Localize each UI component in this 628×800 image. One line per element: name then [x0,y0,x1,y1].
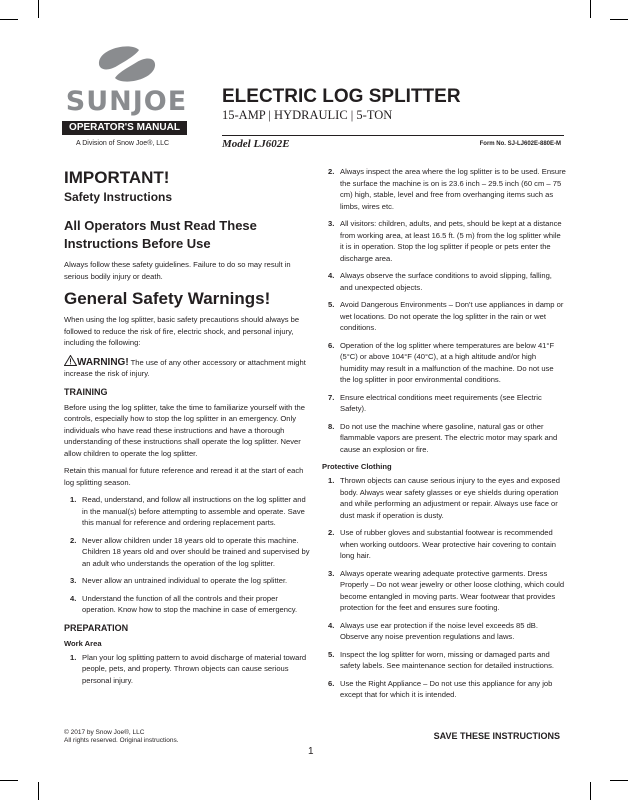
list-number: 7. [328,392,335,402]
list-item [64,575,310,587]
list-number: 3. [328,568,335,578]
list-number: 1. [70,495,77,504]
brand-logo [64,44,189,118]
list-number: 2. [328,167,335,176]
page-number: 1 [308,746,314,757]
list-text: Do not use the machine where gasoline, natural gas or other flammable vapors are present. The electric motor may spark and cause an explosion or fire. [340,421,558,454]
list-number: 6. [328,678,335,688]
list-number: 3. [328,219,335,228]
list-item [322,527,566,562]
crop-mark [610,19,628,20]
crop-mark [610,780,628,781]
list-number: 1. [328,476,335,485]
list-number: 8. [328,421,335,431]
crop-mark [590,0,591,18]
list-number: 4. [70,593,77,603]
training-paragraph: Before using the log splitter, take the time to familiarize yourself with the controls, especially how to stop the log splitter in an emergency. Only individuals who have read these instructions and have a thorough understanding of these instructions shall operate the log splitter. Never allow children to operate the log splitter. [64,402,306,458]
safety-instructions-heading: Safety Instructions [64,190,173,204]
left-column [64,168,310,692]
list-text: Understand the function of all the controls and their proper operation. Know how to stop the machine in case of emergency. [82,593,298,614]
list-item [322,475,566,521]
crop-mark [590,782,591,800]
sunjoe-swirl-logo [91,44,163,84]
preparation-heading: PREPARATION [64,622,129,633]
list-item [322,421,566,456]
list-text: Never allow children under 18 years old to operate this machine. Children 18 years old and over should be trained and supervised by an adult who understands the operation of the log splitter. [82,535,310,568]
list-text: Avoid Dangerous Environments – Don't use appliances in damp or wet locations. Do not operate the log splitter in the rain or wet conditions. [340,300,564,332]
copyright-line: © 2017 by Snow Joe®, LLC [64,729,145,736]
crop-mark [0,19,18,20]
list-number: 5. [328,300,335,309]
list-number: 2. [328,528,335,537]
manual-label: OPERATOR'S MANUAL [62,121,187,135]
list-number: 4. [328,271,335,280]
copyright [64,729,179,745]
list-item [322,270,566,293]
page-title: ELECTRIC LOG SPLITTER [222,86,461,107]
work-area-list-continued [322,166,566,455]
list-number: 4. [328,620,335,630]
list-number: 6. [328,340,335,350]
list-item [64,652,310,687]
warning-label: WARNING! [77,356,129,368]
list-number: 5. [328,649,335,659]
list-number: 1. [70,652,77,662]
list-item [64,593,310,616]
general-paragraph: When using the log splitter, basic safety precautions should always be followed to reduce the risk of fire, electric shock, and personal injury, including the following: [64,315,300,347]
list-text: Use the Right Appliance – Do not use this appliance for any job except that for which it is intended. [340,678,553,699]
important-heading: IMPORTANT! [64,168,170,187]
list-text: Read, understand, and follow all instructions on the log splitter and in the manual(s) before attempting to assemble and operate. Save this manual for reference and ordering replacement parts. [82,495,306,527]
training-list [64,494,310,616]
list-text: Always observe the surface conditions to avoid slipping, falling, and unexpected objects. [340,271,552,292]
list-text: Thrown objects can cause serious injury to the eyes and exposed body. Always wear safety glasses or eye shields during operation and while performing an adjustment or repair. Always use face or dust mask if operation is dusty. [340,476,560,520]
page-subtitle: 15-AMP | HYDRAULIC | 5-TON [222,108,393,122]
intro-paragraph: Always follow these safety guidelines. Failure to do so may result in serious bodily injury or death. [64,260,291,281]
brand-wordmark: SUNJOE [65,86,188,117]
list-number: 3. [70,576,77,585]
list-item [322,392,566,415]
copyright-line: All rights reserved. Original instructions. [64,737,179,744]
list-number: 2. [70,535,77,545]
list-item [322,649,566,672]
list-text: Ensure electrical conditions meet requirements (see Electric Safety). [340,392,542,413]
list-text: Operation of the log splitter where temperatures are below 41°F (5°C) or above 104°F (40°C), at a high altitude and/or high humidity may result in a malfunction of the machine. Do not use the log splitter in poor environmental conditions. [340,340,555,384]
warning-paragraph [64,355,310,380]
list-item [322,299,566,334]
list-text: Always operate wearing adequate protective garments. Dress Properly – Do not wear jewelry or other loose clothing, which could become entangled in moving parts. Wear footwear that provides protection for the feet and ensures sure footing. [340,568,565,612]
warning-text: The use of any other accessory or attachment might increase the risk of injury. [64,357,306,378]
list-item [322,340,566,386]
general-warnings-heading: General Safety Warnings! [64,289,271,308]
list-text: All visitors: children, adults, and pets, should be kept at a distance from working area, at least 16.5 ft. (5 m) from the log splitter while it is in operation. Stop the log splitter if people or pets enter the discharge area. [340,219,562,263]
work-area-heading: Work Area [64,638,102,648]
list-text: Inspect the log splitter for worn, missing or damaged parts and safety labels. See maintenance section for detailed instructions. [340,649,555,670]
crop-mark [38,0,39,18]
training-heading: TRAINING [64,386,108,397]
list-text: Use of rubber gloves and substantial footwear is recommended when working outdoors. Wear protective hair covering to contain long hair. [340,528,556,560]
division-text: A Division of Snow Joe®, LLC [76,140,170,147]
list-text: Always inspect the area where the log splitter is to be used. Ensure the surface the machine is on is 23.6 inch – 29.5 inch (60 cm – 75 cm) high, stable, level and free from overhanging items such as limbs, wires etc. [340,167,566,211]
list-text: Never allow an untrained individual to operate the log splitter. [82,576,288,585]
training-paragraph: Retain this manual for future reference and reread it at the start of each log splitting season. [64,466,304,487]
list-item [322,678,566,701]
list-item [322,620,566,643]
list-text: Always use ear protection if the noise level exceeds 85 dB. Observe any noise prevention regulations and laws. [340,620,538,641]
list-item [322,218,566,264]
list-text: Plan your log splitting pattern to avoid discharge of material toward people, pets, and property. Thrown objects can cause serious personal injury. [82,652,307,685]
all-operators-heading: All Operators Must Read These Instructions Before Use [64,218,257,251]
list-item [322,166,566,212]
warning-triangle-icon [64,355,77,366]
save-instructions-label: SAVE THESE INSTRUCTIONS [433,731,560,741]
list-item [64,535,310,570]
model-number: Model LJ602E [222,138,290,150]
crop-mark [0,780,18,781]
list-item [64,494,310,529]
header-divider [222,135,564,136]
right-column [322,166,566,707]
protective-clothing-list [322,475,566,701]
work-area-list [64,652,310,687]
protective-clothing-heading: Protective Clothing [322,462,392,471]
form-number: Form No. SJ-LJ602E-880E-M [479,141,561,147]
crop-mark [38,782,39,800]
list-item [322,568,566,614]
